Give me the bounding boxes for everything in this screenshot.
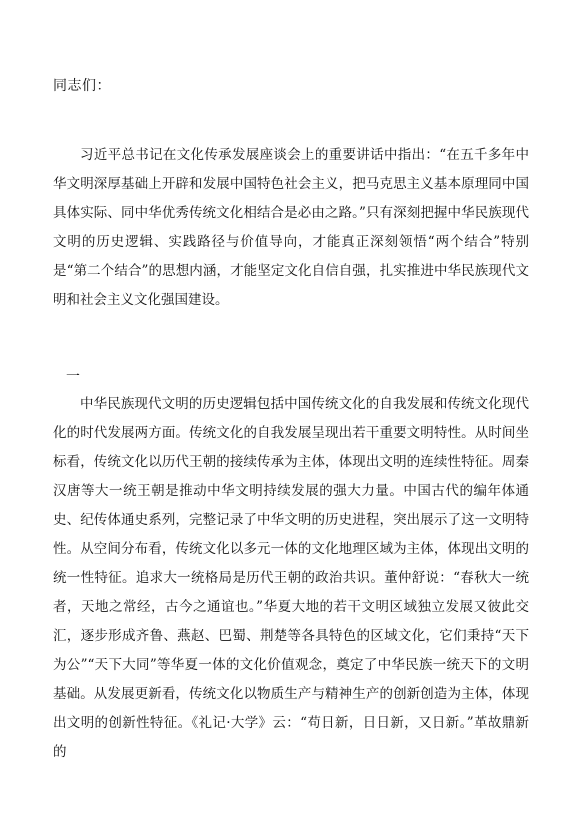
intro-paragraph: 习近平总书记在文化传承发展座谈会上的重要讲话中指出：“在五千多年中华文明深厚基础上开辟和发展中国特色社会主义，把马克思主义基本原理同中国具体实际、同中华优秀传统文化相结合是必由之路。”只有深刻把握中华民族现代文明的历史逻辑、实践路径与价值导向，才能真正深刻领悟“两个结合”特别是“第二个结合”的思想内涵，才能坚定文化自信自强，扎实推进中华民族现代文明和社会主义文化强国建设。 <box>53 147 529 308</box>
salutation: 同志们： <box>53 78 111 94</box>
section-paragraph: 中华民族现代文明的历史逻辑包括中国传统文化的自我发展和传统文化现代化的时代发展两方面。传统文化的自我发展呈现出若干重要文明特性。从时间坐标看，传统文化以历代王朝的接续传承为主体，体现出文明的连续性特征。周秦汉唐等大一统王朝是推动中华文明持续发展的强大力量。中国古代的编年体通史、纪传体通史系列，完整记录了中华文明的历史进程，突出展示了这一文明特性。从空间分布看，传统文化以多元一体的文化地理区域为主体，体现出文明的统一性特征。追求大一统格局是历代王朝的政治共识。董仲舒说：“春秋大一统者，天地之常经，古今之通谊也。”华夏大地的若干文明区域独立发展又彼此交汇，逐步形成齐鲁、燕赵、巴蜀、荆楚等各具特色的区域文化，它们秉持“天下为公”“天下大同”等华夏一体的文化价值观念，奠定了中华民族一统天下的文明基础。从发展更新看，传统文化以物质生产与精神生产的创新创造为主体，体现出文明的创新性特征。《礼记·大学》云：“苟日新，日日新，又日新。”革故鼎新的 <box>53 396 529 760</box>
section-number: 一 <box>66 369 80 385</box>
